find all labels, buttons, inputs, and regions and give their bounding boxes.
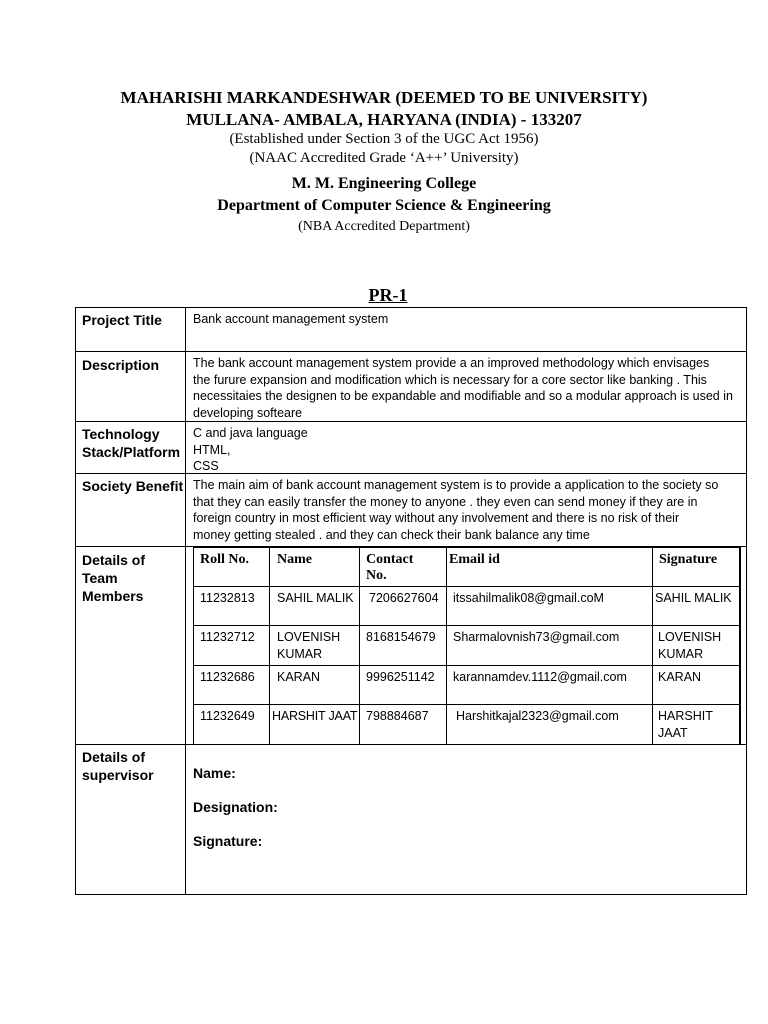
member-signature: SAHIL MALIK xyxy=(655,591,732,605)
description-label: Description xyxy=(82,357,160,373)
society-benefit-text: The main aim of bank account management system is to provide a application to the society so that they can easily transfer the money to anyone . they even can send money if they are in foreign country in most efficient way without any involvement and there is no risk of their money getting stealed . and they can check their bank balance any time xyxy=(193,478,719,542)
department-name: Department of Computer Science & Engineering xyxy=(217,197,551,214)
supervisor-signature-label: Signature: xyxy=(193,833,263,849)
label-column-divider xyxy=(185,307,186,894)
project-title-value: Bank account management system xyxy=(193,312,389,326)
member-signature: HARSHIT JAAT xyxy=(658,709,713,740)
team-row-divider xyxy=(193,665,739,666)
nba-note: (NBA Accredited Department) xyxy=(298,219,470,234)
team-label: Details of Team Members xyxy=(82,552,146,604)
description-text: The bank account management system provide a an improved methodology which envisages the furure expansion and modification which is necessary for a core sector like banking . This necessitaies the designen to be expandable and modifiable and so a modular approach is used in developing softeare xyxy=(193,356,733,420)
member-roll-no: 11232686 xyxy=(200,670,255,684)
member-email: itssahilmalik08@gmail.coM xyxy=(453,591,604,605)
member-contact: 7206627604 xyxy=(369,591,439,605)
header-email-id: Email id xyxy=(449,552,500,567)
project-title-label: Project Title xyxy=(82,312,162,328)
form-title: PR-1 xyxy=(368,285,408,305)
society-benefit-label: Society Benefit xyxy=(82,478,184,494)
member-roll-no: 11232712 xyxy=(200,630,255,644)
team-table-right-edge xyxy=(740,547,741,744)
header-signature: Signature xyxy=(659,552,718,567)
header-contact-no: Contact No. xyxy=(366,552,414,583)
university-address: MULLANA- AMBALA, HARYANA (INDIA) - 133207 xyxy=(186,110,582,129)
member-email: Harshitkajal2323@gmail.com xyxy=(456,709,619,723)
member-name: SAHIL MALIK xyxy=(277,591,354,605)
team-header-divider xyxy=(193,586,739,587)
supervisor-name-label: Name: xyxy=(193,765,236,781)
supervisor-designation-label: Designation: xyxy=(193,799,278,815)
supervisor-label: Details of supervisor xyxy=(82,749,154,783)
member-email: karannamdev.1112@gmail.com xyxy=(453,670,627,684)
member-roll-no: 11232813 xyxy=(200,591,255,605)
member-email: Sharmalovnish73@gmail.com xyxy=(453,630,620,644)
header-name: Name xyxy=(277,552,312,567)
header-roll-no: Roll No. xyxy=(200,552,249,567)
team-column-divider xyxy=(446,547,447,744)
team-column-divider xyxy=(269,547,270,744)
member-name: HARSHIT JAAT xyxy=(272,709,358,723)
member-signature: LOVENISH KUMAR xyxy=(658,630,722,661)
team-row-divider xyxy=(193,704,739,705)
naac-note: (NAAC Accredited Grade ‘A++’ University) xyxy=(249,150,519,166)
team-column-divider xyxy=(652,547,653,744)
establishment-note: (Established under Section 3 of the UGC Act 1956) xyxy=(229,131,539,147)
member-contact: 9996251142 xyxy=(366,670,435,684)
team-row-divider xyxy=(193,625,739,626)
row-divider xyxy=(75,473,746,474)
member-name: KARAN xyxy=(277,670,321,684)
member-signature: KARAN xyxy=(658,670,702,684)
member-contact: 8168154679 xyxy=(366,630,436,644)
college-name: M. M. Engineering College xyxy=(291,175,477,192)
technology-value: C and java language HTML, CSS xyxy=(193,426,308,473)
member-roll-no: 11232649 xyxy=(200,709,255,723)
technology-label: Technology Stack/Platform xyxy=(82,426,181,460)
member-name: LOVENISH KUMAR xyxy=(277,630,341,661)
row-divider xyxy=(75,421,746,422)
team-column-divider xyxy=(359,547,360,744)
university-name: MAHARISHI MARKANDESHWAR (DEEMED TO BE UNIVERSITY) xyxy=(120,88,648,107)
member-contact: 798884687 xyxy=(366,709,429,723)
row-divider xyxy=(75,351,746,352)
